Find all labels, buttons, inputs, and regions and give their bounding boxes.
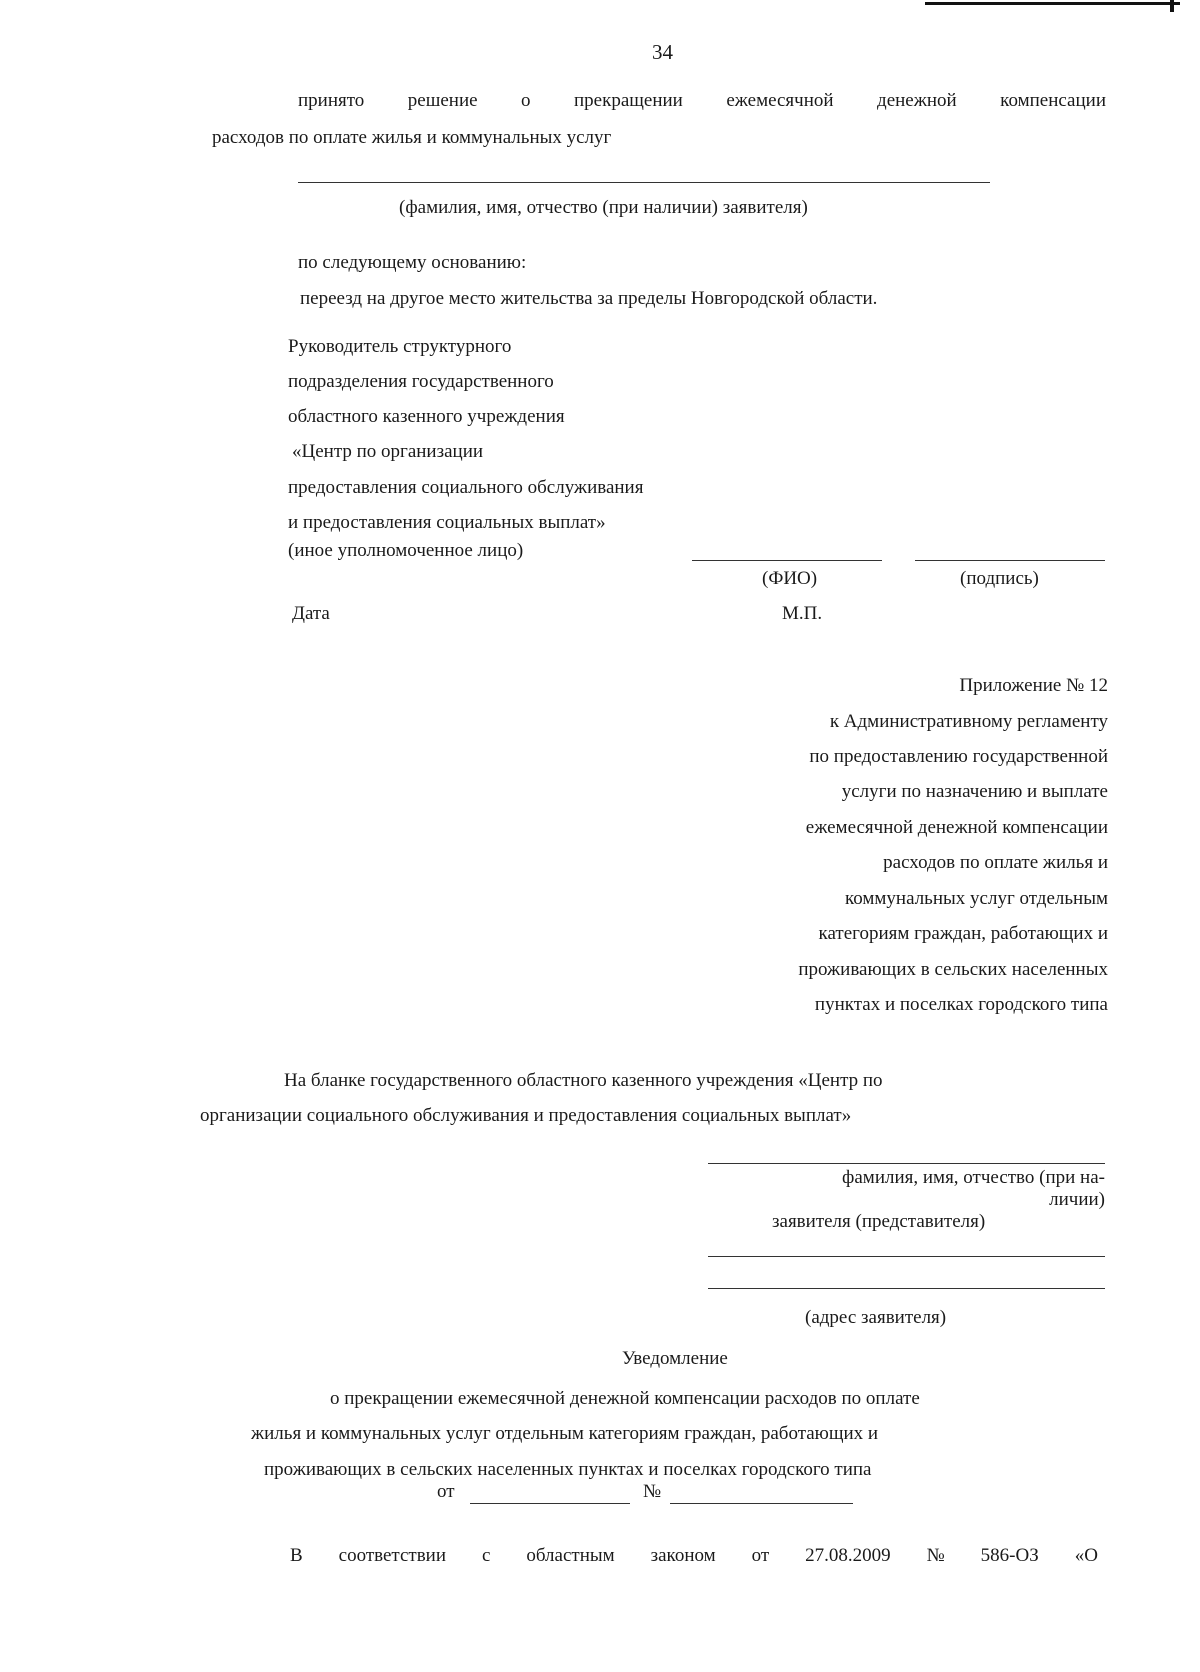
basis-intro: по следующему основанию: — [298, 252, 527, 273]
page-number: 34 — [652, 40, 673, 64]
closing-word: от — [751, 1545, 770, 1566]
head-line: подразделения государственного — [288, 371, 554, 392]
address-line-2 — [708, 1288, 1105, 1289]
appendix-line: ежемесячной денежной компенсации — [805, 817, 1108, 838]
recipient-caption-3: заявителя (представителя) — [772, 1211, 986, 1232]
signature-line — [915, 560, 1105, 561]
recipient-name-line — [708, 1163, 1105, 1164]
appendix-line: Приложение № 12 — [959, 675, 1108, 696]
head-line: (иное уполномоченное лицо) — [288, 540, 524, 561]
date-label: Дата — [292, 603, 330, 624]
appendix-line: к Административному регламенту — [829, 711, 1108, 732]
appendix-line: категориям граждан, работающих и — [818, 923, 1108, 944]
closing-word: 586-ОЗ — [980, 1545, 1039, 1566]
stamp-label: М.П. — [782, 603, 823, 624]
signature-caption: (подпись) — [960, 568, 1039, 589]
closing-word: «О — [1074, 1545, 1098, 1566]
fio-line — [692, 560, 882, 561]
head-line: областного казенного учреждения — [288, 406, 565, 427]
notice-line-2: жилья и коммунальных услуг отдельным категориям граждан, работающих и — [251, 1423, 879, 1444]
notice-line-1: о прекращении ежемесячной денежной компенсации расходов по оплате — [330, 1388, 920, 1409]
head-line: Руководитель структурного — [288, 336, 512, 357]
closing-word: № — [926, 1545, 945, 1566]
recipient-caption-1: фамилия, имя, отчество (при на- — [842, 1167, 1105, 1188]
decision-line-2: расходов по оплате жилья и коммунальных услуг — [212, 127, 612, 148]
head-line: предоставления социального обслуживания — [288, 477, 644, 498]
head-line: и предоставления социальных выплат» — [288, 512, 606, 533]
letterhead-line-1: На бланке государственного областного казенного учреждения «Центр по — [284, 1070, 883, 1091]
notice-date-line — [470, 1503, 630, 1504]
notice-date-prefix: от — [437, 1481, 455, 1502]
fio-caption: (ФИО) — [762, 568, 818, 589]
scan-edge-mark — [1170, 0, 1174, 12]
closing-word: областным — [526, 1545, 615, 1566]
address-caption: (адрес заявителя) — [805, 1307, 947, 1328]
notice-title: Уведомление — [622, 1348, 728, 1369]
closing-word: соответствии — [338, 1545, 446, 1566]
notice-number-prefix: № — [643, 1481, 662, 1502]
basis-text: переезд на другое место жительства за пределы Новгородской области. — [300, 288, 878, 309]
recipient-caption-2: личии) — [1049, 1189, 1105, 1210]
appendix-line: коммунальных услуг отдельным — [844, 888, 1108, 909]
closing-word: законом — [650, 1545, 716, 1566]
applicant-caption: (фамилия, имя, отчество (при наличии) заявителя) — [399, 197, 808, 218]
closing-word: В — [290, 1545, 303, 1566]
notice-number-line — [670, 1503, 853, 1504]
applicant-name-line — [298, 182, 990, 183]
scan-edge-mark — [925, 2, 1180, 5]
notice-line-3: проживающих в сельских населенных пунктах и поселках городского типа — [264, 1459, 872, 1480]
appendix-line: пунктах и поселках городского типа — [814, 994, 1108, 1015]
address-line-1 — [708, 1256, 1105, 1257]
decision-line-1: принято решение о прекращении ежемесячной денежной компенсации — [298, 90, 1106, 111]
appendix-line: расходов по оплате жилья и — [883, 852, 1108, 873]
letterhead-line-2: организации социального обслуживания и предоставления социальных выплат» — [200, 1105, 852, 1126]
closing-word: 27.08.2009 — [805, 1545, 891, 1566]
appendix-line: услуги по назначению и выплате — [841, 781, 1108, 802]
head-line: «Центр по организации — [292, 441, 484, 462]
closing-line — [290, 1546, 1098, 1565]
appendix-line: проживающих в сельских населенных — [798, 959, 1108, 980]
appendix-line: по предоставлению государственной — [809, 746, 1108, 767]
closing-word: с — [481, 1545, 491, 1566]
